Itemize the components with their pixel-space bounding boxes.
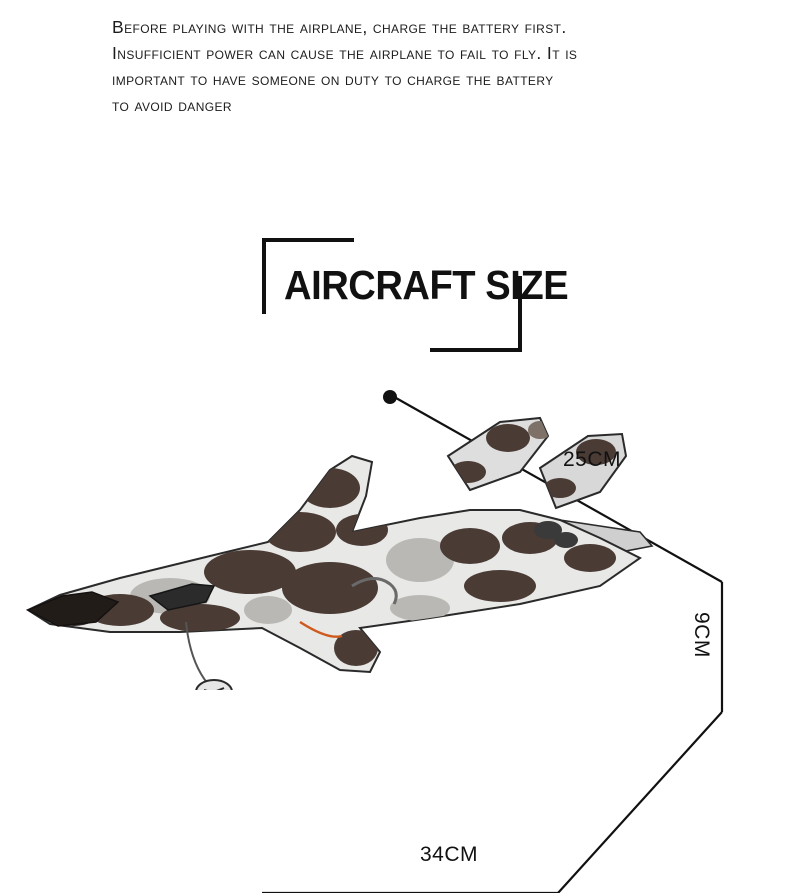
length-label: 34CM: [420, 843, 479, 866]
warning-paragraph: [112, 14, 712, 118]
warning-line-1: Before playing with the airplane, charge the battery first.: [112, 17, 567, 37]
section-heading-block: [262, 238, 569, 356]
aircraft-size-diagram: [0, 360, 790, 893]
bottom-right-edge-line: [558, 712, 722, 893]
aircraft-illustration: [0, 360, 660, 690]
tail-fin-left: [448, 418, 552, 490]
warning-line-2: Insufficient power can cause the airplane to fail to fly. It is: [112, 43, 578, 63]
page-title: AIRCRAFT SIZE: [284, 262, 569, 308]
warning-line-4: to avoid danger: [112, 95, 232, 115]
wingspan-label: 25CM: [563, 448, 622, 471]
warning-line-3: important to have someone on duty to charge the battery: [112, 69, 554, 89]
height-label: 9CM: [690, 612, 713, 658]
